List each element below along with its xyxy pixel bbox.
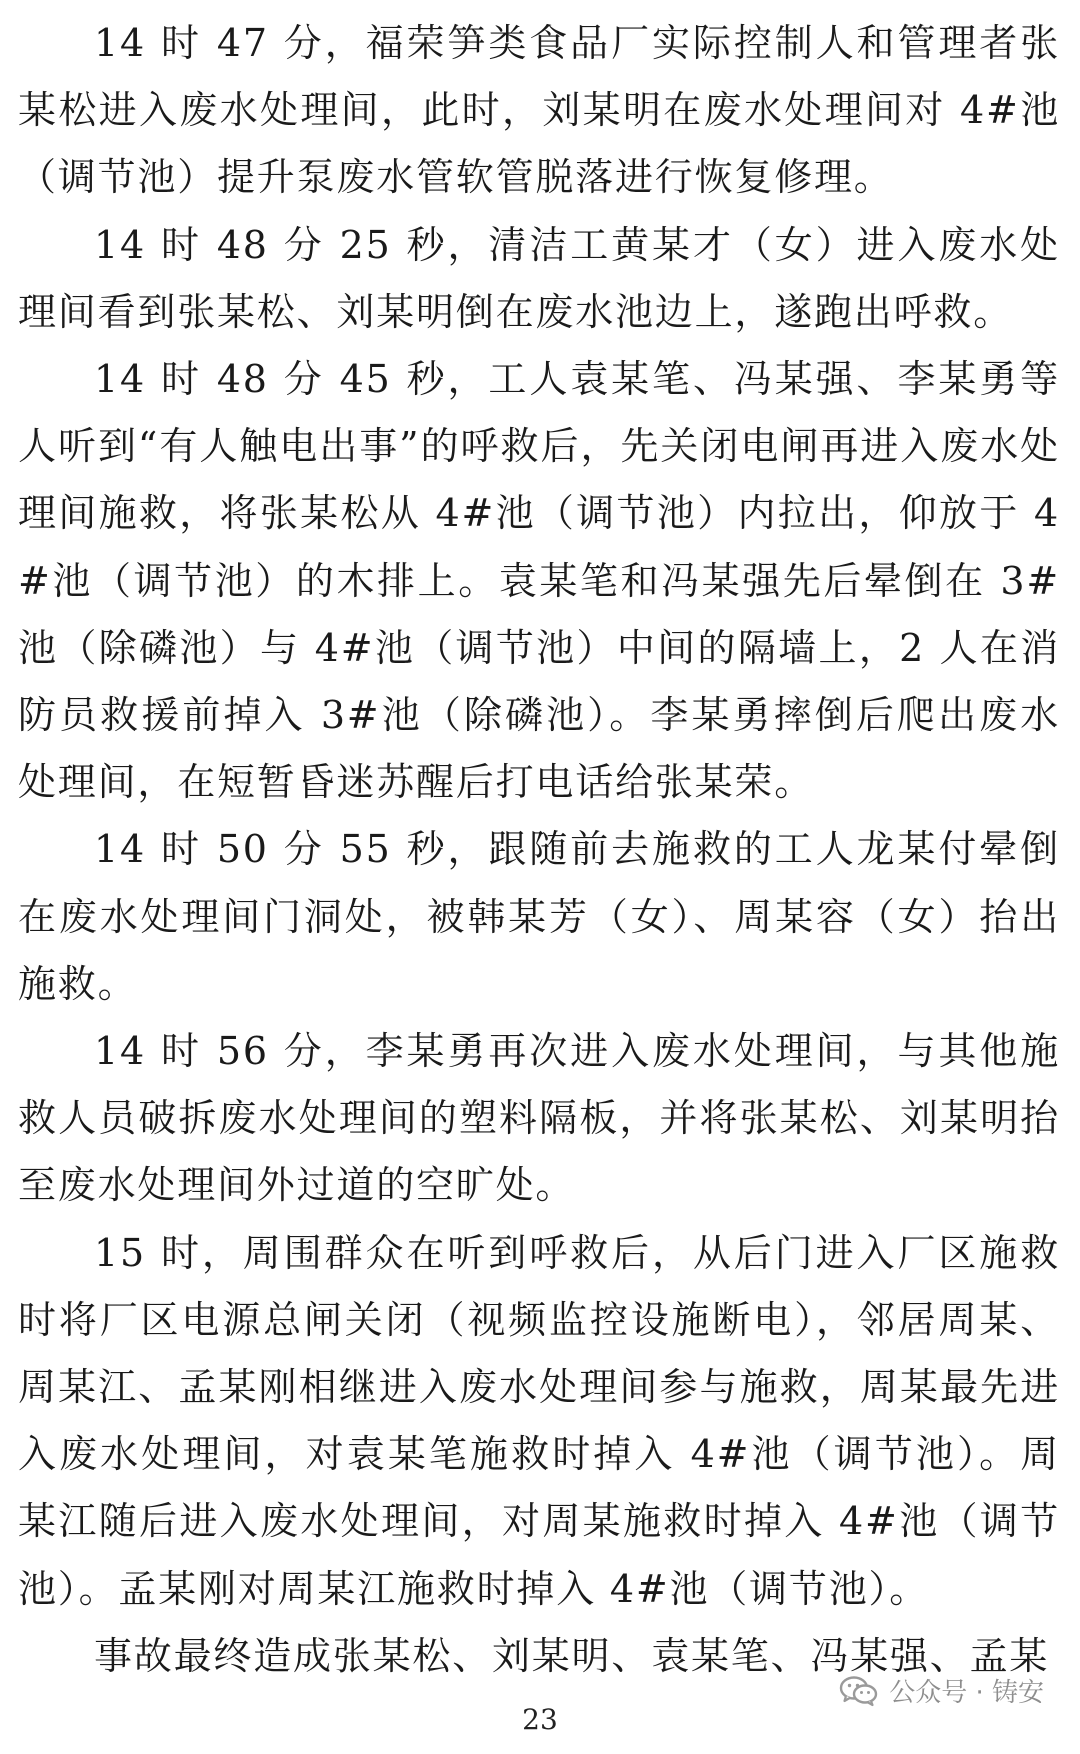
paragraph-7: 事故最终造成张某松、刘某明、袁某笔、冯某强、孟某 <box>94 1633 1050 1678</box>
paragraph-2: 14 时 48 分 25 秒，清洁工黄某才（女）进入废水处理间看到张某松、刘某明倒在废水池边上，遂跑出呼救。 <box>18 222 1060 334</box>
paragraph-4: 14 时 50 分 55 秒，跟随前去施救的工人龙某付晕倒在废水处理间门洞处，被韩某芳（女）、周某容（女）抬出施救。 <box>18 827 1060 1006</box>
paragraph-3: 14 时 48 分 45 秒，工人袁某笔、冯某强、李某勇等人听到“有人触电出事”的呼救后，先关闭电闸再进入废水处理间施救，将张某松从 4#池（调节池）内拉出，仰放于 4#池（调节池）的木排上。袁某笔和冯某强先后晕倒在 3#池（除磷池）与 4#池（调节池）中间的隔墙上，2 人在消防员救援前掉入 3#池（除磷池）。李某勇摔倒后爬出废水处理间，在短暂昏迷苏醒后打电话给张某荣。 <box>18 357 1060 805</box>
page-number: 23 <box>522 1703 558 1736</box>
paragraph-1: 14 时 47 分，福荣笋类食品厂实际控制人和管理者张某松进入废水处理间，此时，刘某明在废水处理间对 4#池（调节池）提升泵废水管软管脱落进行恢复修理。 <box>18 21 1060 200</box>
paragraph-6: 15 时，周围群众在听到呼救后，从后门进入厂区施救时将厂区电源总闸关闭（视频监控设施断电），邻居周某、周某江、孟某刚相继进入废水处理间参与施救，周某最先进入废水处理间，对袁某笔施救时掉入 4#池（调节池）。周某江随后进入废水处理间，对周某施救时掉入 4#池（调节池）。孟某刚对周某江施救时掉入 4#池（调节池）。 <box>18 1230 1060 1611</box>
wechat-icon <box>839 1675 879 1707</box>
watermark-text: 公众号 · 铸安 <box>889 1678 1044 1708</box>
paragraph-5: 14 时 56 分，李某勇再次进入废水处理间，与其他施救人员破拆废水处理间的塑料隔板，并将张某松、刘某明抬至废水处理间外过道的空旷处。 <box>18 1029 1060 1208</box>
document-body <box>18 10 1060 1690</box>
